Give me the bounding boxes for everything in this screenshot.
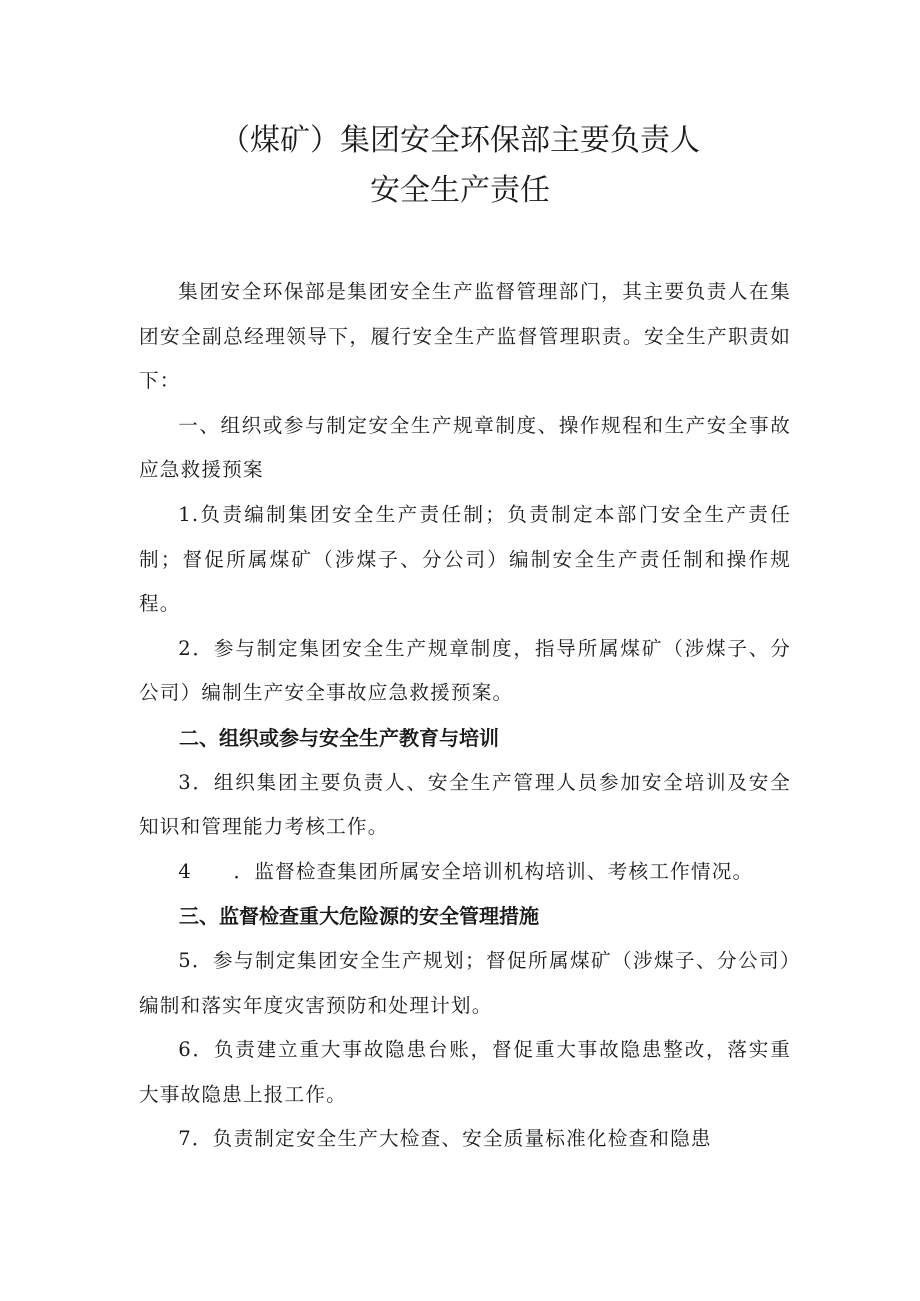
item-6-paragraph: 6．负责建立重大事故隐患台账，督促重大事故隐患整改，落实重大事故隐患上报工作。 bbox=[139, 1038, 791, 1106]
section-1-heading: 一、组织或参与制定安全生产规章制度、操作规程和生产安全事故应急救援预案 bbox=[139, 413, 791, 482]
item-5-paragraph: 5．参与制定集团安全生产规划；督促所属煤矿（涉煤子、分公司）编制和落实年度灾害预防和处理计划。 bbox=[139, 948, 791, 1017]
document-title-line-1: （煤矿）集团安全环保部主要负责人 bbox=[220, 123, 700, 158]
section-2-heading: 二、组织或参与安全生产教育与培训 bbox=[179, 725, 499, 750]
section-3-heading: 三、监督检查重大危险源的安全管理措施 bbox=[179, 904, 539, 929]
intro-paragraph: 集团安全环保部是集团安全生产监督管理部门，其主要负责人在集团安全副总经理领导下，履行安全生产监督管理职责。安全生产职责如下： bbox=[139, 280, 791, 393]
document-body bbox=[139, 270, 791, 1162]
document-title-line-2: 安全生产责任 bbox=[370, 173, 550, 208]
item-1-paragraph: 1.负责编制集团安全生产责任制；负责制定本部门安全生产责任制；督促所属煤矿（涉煤子、分公司）编制安全生产责任制和操作规程。 bbox=[139, 502, 791, 616]
item-3-paragraph: 3．组织集团主要负责人、安全生产管理人员参加安全培训及安全知识和管理能力考核工作。 bbox=[139, 770, 791, 839]
item-4-paragraph: 4 ．监督检查集团所属安全培训机构培训、考核工作情况。 bbox=[178, 859, 754, 883]
item-7-paragraph: 7．负责制定安全生产大检查、安全质量标准化检查和隐患 bbox=[178, 1127, 712, 1151]
item-2-paragraph: 2．参与制定集团安全生产规章制度，指导所属煤矿（涉煤子、分公司）编制生产安全事故应急救援预案。 bbox=[139, 636, 791, 705]
